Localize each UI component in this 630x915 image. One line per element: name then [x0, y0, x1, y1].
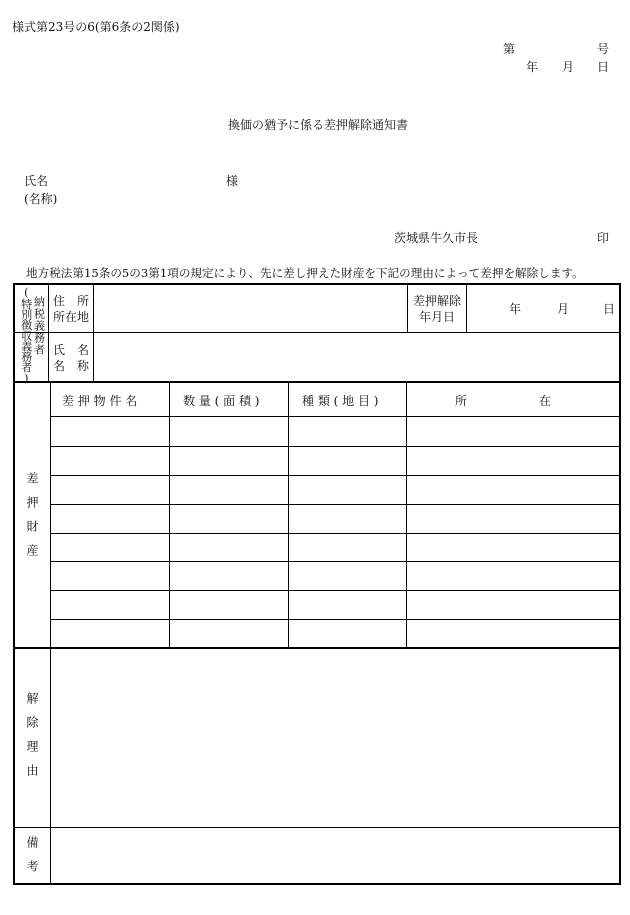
issuer: 茨城県牛久市長 — [394, 231, 479, 245]
reason-label — [25, 692, 39, 788]
release-date-month: 月 — [557, 302, 570, 316]
property-section-text: 差押財産 — [25, 472, 39, 568]
taxpayer-label — [33, 296, 45, 356]
release-date-year: 年 — [509, 302, 522, 316]
remarks-field[interactable] — [52, 829, 619, 883]
col-quantity: 数 量 ( 面 積 ) — [183, 394, 260, 408]
form-number: 様式第23号の6(第6条の2関係) — [12, 20, 180, 34]
name-label-2: 名 称 — [53, 359, 90, 373]
col-property-name: 差 押 物 件 名 — [62, 394, 138, 408]
taxpayer-text: 納税義務者 — [32, 296, 46, 356]
property-section-label — [25, 472, 39, 568]
issue-date-year: 年 — [526, 60, 539, 74]
reason-text: 解除理由 — [25, 692, 39, 788]
special-collector-label — [20, 286, 32, 385]
address-field[interactable] — [95, 285, 405, 331]
name-label-1: 氏 名 — [53, 343, 90, 357]
number-suffix: 号 — [597, 42, 610, 56]
release-date-day: 日 — [603, 302, 616, 316]
release-date-label-1: 差押解除 — [413, 294, 462, 308]
recipient-name-alt-label: (名称) — [24, 192, 58, 206]
honorific: 様 — [226, 174, 239, 188]
number-prefix: 第 — [503, 42, 516, 56]
remarks-label — [25, 836, 39, 884]
col-location: 所 在 — [455, 394, 552, 408]
legal-statement: 地方税法第15条の5の3第1項の規定により、先に差し押えた財産を下記の理由によって差押を解除します。 — [26, 266, 584, 280]
name-field[interactable] — [95, 334, 619, 380]
issue-date-day: 日 — [597, 60, 610, 74]
col-type: 種 類 ( 地 目 ) — [302, 394, 379, 408]
reason-field[interactable] — [52, 650, 619, 826]
issue-date-month: 月 — [562, 60, 575, 74]
special-collector-text: (特別徴収義務者) — [19, 286, 33, 385]
release-date-label-2: 年月日 — [419, 310, 456, 324]
address-label-2: 所在地 — [53, 310, 90, 324]
document-title: 換価の猶予に係る差押解除通知書 — [228, 118, 409, 132]
remarks-text: 備考 — [25, 836, 39, 884]
address-label-1: 住 所 — [53, 294, 90, 308]
seal-mark: 印 — [597, 231, 610, 245]
recipient-name-label: 氏名 — [24, 174, 49, 188]
